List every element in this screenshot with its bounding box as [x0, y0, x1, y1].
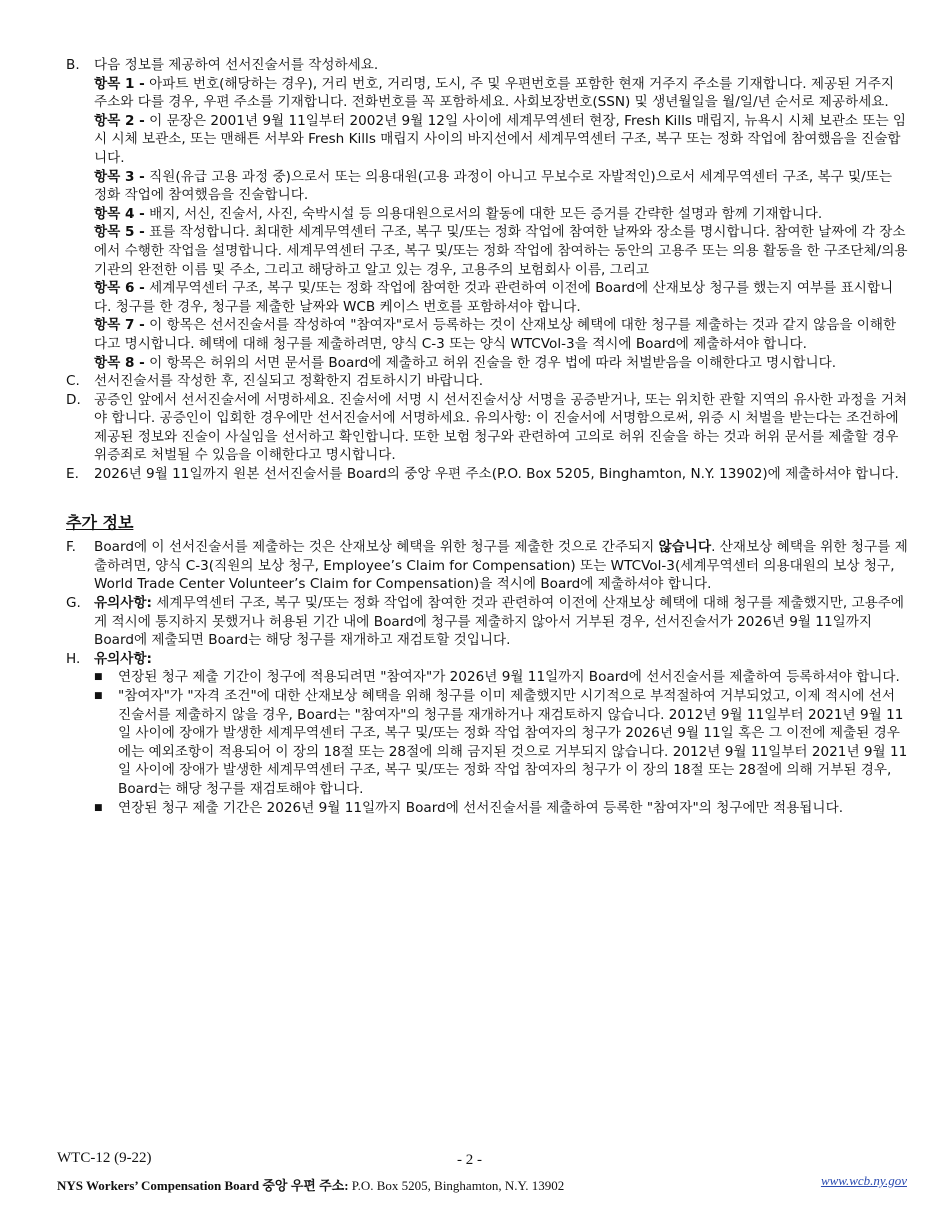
item-letter: C.	[66, 373, 80, 390]
subitem-8: 항목 8 - 이 항목은 허위의 서면 문서를 Board에 제출하고 허위 진술을 한 경우 법에 따라 처벌받음을 이해한다고 명시합니다.	[94, 354, 837, 371]
item-letter: G.	[66, 595, 81, 612]
website-link[interactable]: www.wcb.ny.gov	[820, 1173, 907, 1188]
page-number: - 2 -	[457, 1152, 482, 1168]
item-f	[66, 538, 908, 594]
item-letter: F.	[66, 539, 76, 556]
instructions-body	[66, 56, 908, 817]
subitem-1: 항목 1 - 아파트 번호(해당하는 경우), 거리 번호, 거리명, 도시, 주 및 우편번호를 포함한 현재 거주지 주소를 기재합니다. 제공된 거주지 주소와 다를 경우, 우편 주소를 기재합니다. 전화번호를 꼭 포함하세요. 사회보장번호(SSN) 및 생년월일을 월/일/년 순서로 제공하세요.	[94, 75, 894, 111]
item-h	[66, 650, 908, 817]
item-text: Board에 이 선서진술서를 제출하는 것은 산재보상 혜택을 위한 청구를 제출한 것으로 간주되지 않습니다. 산재보상 혜택을 위한 청구를 제출하려면, 양식 C-3(직원의 보상 청구, Employee’s Claim for Compensation) 또는 WTCVol-3(세계무역센터 의용대원의 보상 청구, World Trade Center Volunteer’s Claim for Compensation)을 적시에 Board에 제출하셔야 합니다.	[94, 539, 908, 593]
item-text: 공증인 앞에서 선서진술서에 서명하세요. 진술서에 서명 시 선서진술서상 서명을 공증받거나, 또는 위치한 관할 지역의 유사한 과정을 거쳐야 합니다. 공증인이 입회한 경우에만 선서진술서에 서명하세요. 유의사항: 이 진술서에 서명함으로써, 위증 시 처벌을 받는다는 조건하에 제공된 정보와 진술이 사실임을 선서하고 확인합니다. 또한 보험 청구와 관련하여 고의로 허위 진술을 하는 것과 허위 문서를 제출할 경우 위증죄로 처벌될 수 있음을 이해한다고 명시합니다.	[94, 391, 908, 464]
bullet-list	[94, 668, 908, 817]
item-letter: E.	[66, 466, 79, 483]
list-item: ■ 연장된 청구 제출 기간은 2026년 9월 11일까지 Board에 선서진술서를 제출하여 등록한 "참여자"의 청구에만 적용됩니다.	[94, 799, 844, 816]
item-c	[66, 372, 908, 391]
item-text: 유의사항: 세계무역센터 구조, 복구 및/또는 정화 작업에 참여한 것과 관련하여 이전에 산재보상 혜택에 대해 청구를 제출했지만, 고용주에게 적시에 통지하지 못했거나 허용된 기간 내에 Board에 청구를 제출하지 않아서 거부된 경우, 선서진술서가 2026년 9월 11일까지 Board에 제출되면 Board는 해당 청구를 재개하고 재검토할 것입니다.	[94, 595, 905, 649]
item-text: 선서진술서를 작성한 후, 진실되고 정확한지 검토하시기 바랍니다.	[94, 373, 484, 390]
section-title: 추가 정보	[66, 512, 134, 532]
item-letter: H.	[66, 650, 81, 667]
list-item: ■ "참여자"가 "자격 조건"에 대한 산재보상 혜택을 위해 청구를 이미 제출했지만 시기적으로 부적절하여 거부되었고, 이제 적시에 선서진술서를 제출하지 않을 경우, Board는 "참여자"의 청구를 재개하거나 재검토하지 않습니다. 2012년 9월 11일부터 2021년 9월 11일 사이에 장애가 발생한 세계무역센터 구조, 복구 및/또는 정화 작업 참여자의 청구가 2026년 9월 11일 혹은 그 이전에 제출된 경우에는 예외조항이 적용되어 이 장의 18절 또는 28절에 의해 금지된 것으로 거부되지 않습니다. 2012년 9월 11일부터 2021년 9월 11일 사이에 장애가 발생한 세계무역센터 구조, 복구 및/또는 정화 작업 참여자의 청구가 이 장의 18절 또는 28절에 의해 거부된 경우, Board는 해당 청구를 재검토해야 합니다.	[94, 688, 908, 797]
subitem-5: 항목 5 - 표를 작성합니다. 최대한 세계무역센터 구조, 복구 및/또는 정화 작업에 참여한 날짜와 장소를 명시합니다. 참여한 날짜에 각 장소에서 수행한 작업을 설명합니다. 세계무역센터 구조, 복구 및/또는 정화 작업에 참여하는 동안의 고용주 또는 의용 활동을 한 구조단체/의용기관의 완전한 이름 및 주소, 그리고 해당하고 알고 있는 경우, 고용주의 보험회사 이름, 그리고	[94, 224, 908, 278]
list-item: ■ 연장된 청구 제출 기간이 청구에 적용되려면 "참여자"가 2026년 9월 11일까지 Board에 선서진술서를 제출하여 등록하셔야 합니다.	[94, 669, 900, 686]
item-text: 다음 정보를 제공하여 선서진술서를 작성하세요.	[94, 57, 379, 73]
item-d	[66, 391, 908, 465]
bullet-icon: ■	[94, 672, 103, 683]
subitem-3: 항목 3 - 직원(유급 고용 과정 중)으로서 또는 의용대원(고용 과정이 아니고 무보수로 자발적인)으로서 세계무역센터 구조, 복구 및/또는 정화 작업에 참여했음을 진술합니다.	[94, 168, 893, 204]
bullet-icon: ■	[94, 691, 103, 701]
item-e	[66, 465, 908, 484]
item-letter: B.	[66, 57, 80, 73]
subitem-6: 항목 6 - 세계무역센터 구조, 복구 및/또는 정화 작업에 참여한 것과 관련하여 이전에 Board에 산재보상 청구를 했는지 여부를 표시합니다. 청구를 한 경우, 청구를 제출한 날짜와 WCB 케이스 번호를 포함하셔야 합니다.	[94, 280, 894, 315]
item-text: 2026년 9월 11일까지 원본 선서진술서를 Board의 중앙 우편 주소(P.O. Box 5205, Binghamton, N.Y. 13902)에 제출하셔야 합니다.	[94, 466, 899, 483]
item-text: 유의사항:	[94, 650, 152, 667]
item-g	[66, 594, 908, 650]
subitem-2: 항목 2 - 이 문장은 2001년 9월 11일부터 2002년 9월 12일 사이에 세계무역센터 현장, Fresh Kills 매립지, 뉴욕시 시체 보관소 또는 임시 시체 보관소, 또는 맨해튼 서부와 Fresh Kills 매립지 사이의 바지선에서 세계무역센터 구조, 복구 또는 정화 작업에 참여했음을 진술합니다.	[94, 112, 907, 166]
item-letter: D.	[66, 391, 81, 408]
form-code: WTC-12 (9-22)	[57, 1150, 152, 1166]
subitem-7: 항목 7 - 이 항목은 선서진술서를 작성하여 "참여자"로서 등록하는 것이 산재보상 혜택에 대한 청구를 제출하는 것과 같지 않음을 이해한다고 명시합니다. 혜택에 대해 청구를 제출하려면, 양식 C-3 또는 양식 WTCVol-3을 적시에 Board에 제출하셔야 합니다.	[94, 317, 897, 352]
subitem-4: 항목 4 - 배지, 서신, 진술서, 사진, 숙박시설 등 의용대원으로서의 활동에 대한 모든 증거를 간략한 설명과 함께 기재합니다.	[94, 205, 823, 222]
mailing-address: NYS Workers’ Compensation Board 중앙 우편 주소: P.O. Box 5205, Binghamton, N.Y. 13902	[57, 1178, 565, 1193]
item-b	[66, 56, 908, 372]
bullet-icon: ■	[94, 802, 103, 813]
